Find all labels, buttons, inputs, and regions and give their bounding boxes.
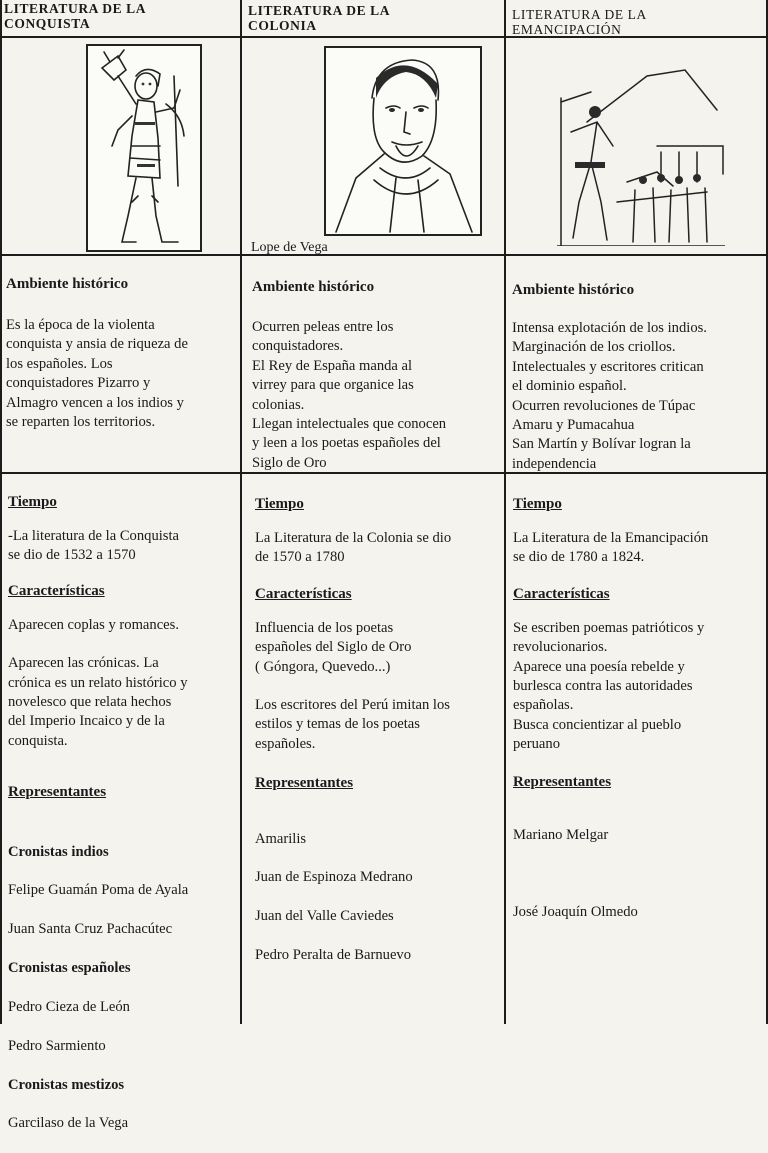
tiempo-title-emancipacion: Tiempo [513, 496, 562, 512]
tiempo-title-conquista: Tiempo [8, 494, 57, 510]
inca-warrior-drawing [88, 46, 200, 250]
column-divider-2 [504, 0, 506, 1024]
column-header-line: LITERATURA DE LA [248, 3, 391, 18]
caracteristicas-title-colonia: Características [255, 585, 352, 602]
battle-scene-drawing-icon [557, 62, 725, 246]
representantes-list-emancipacion [513, 807, 765, 942]
lope-de-vega-portrait [326, 48, 480, 234]
portrait-drawing-icon [324, 46, 482, 236]
ambiente-text-conquista: Es la época de la violenta conquista y ansia de riqueza de los españoles. Los conquistadores Pizarro y Almagro vencen a los indios y se reparten los territorios. [6, 317, 188, 431]
battle-scene-drawing [557, 62, 725, 246]
caracteristica-item: Aparecen coplas y romances. [8, 616, 179, 633]
representante-item: Mariano Melgar [513, 827, 609, 844]
representante-item: Amarilis [255, 830, 307, 847]
caracteristica-item: Se escriben poemas patrióticos y revolucionarios. Aparece una poesía rebelde y burlesca contra las autoridades españolas. Busca concientizar al pueblo peruano [513, 619, 705, 753]
ambiente-text-colonia: Ocurren peleas entre los conquistadores. El Rey de España manda al virrey para que organice las colonias. Llegan intelectuales que conocen y leen a los poetas españoles del Siglo de Oro [252, 319, 447, 471]
tiempo-title-colonia: Tiempo [255, 496, 304, 512]
representante-item: Garcilaso de la Vega [8, 1115, 129, 1132]
ambiente-title-colonia: Ambiente histórico [252, 279, 375, 295]
caracteristicas-title-conquista: Características [8, 582, 105, 599]
column-header-conquista [4, 1, 236, 31]
table-border-left [0, 0, 2, 1024]
list-spacer [513, 865, 765, 884]
representantes-list-conquista [8, 823, 238, 1153]
tiempo-text-emancipacion: La Literatura de la Emancipación se dio de 1780 a 1824. [513, 530, 709, 566]
representante-group: Cronistas indios [8, 843, 109, 860]
details-conquista [8, 493, 238, 1153]
representantes-list-colonia [255, 810, 503, 985]
column-divider-1 [240, 0, 242, 1024]
tiempo-text-colonia: La Literatura de la Colonia se dio de 1570 a 1780 [255, 530, 452, 566]
column-header-line: EMANCIPACIÓN [512, 22, 622, 37]
inca-warrior-drawing-icon [86, 44, 202, 252]
tiempo-text-conquista: -La literatura de la Conquista se dio de 1532 a 1570 [8, 528, 180, 564]
representante-group: Cronistas españoles [8, 960, 131, 977]
ambiente-title-emancipacion: Ambiente histórico [512, 282, 635, 298]
column-header-line: LITERATURA DE LA [4, 1, 147, 16]
column-header-line: CONQUISTA [4, 16, 91, 31]
column-header-colonia [248, 3, 498, 33]
representante-item: Juan de Espinoza Medrano [255, 869, 413, 886]
illustration-row-divider [0, 254, 768, 256]
representante-item: Felipe Guamán Poma de Ayala [8, 882, 189, 899]
column-header-line: COLONIA [248, 18, 317, 33]
portrait-caption: Lope de Vega [251, 240, 328, 255]
caracteristica-item: Los escritores del Perú imitan los estilos y temas de los poetas españoles. [255, 697, 450, 752]
representante-item: Juan Santa Cruz Pachacútec [8, 921, 173, 938]
ambiente-text-emancipacion: Intensa explotación de los indios. Marginación de los criollos. Intelectuales y escritores critican el dominio español. Ocurren revoluciones de Túpac Amaru y Pumacahua San Martín y Bolívar logran la independencia [512, 320, 707, 472]
caracteristica-item: Influencia de los poetas españoles del Siglo de Oro ( Góngora, Quevedo...) [255, 619, 412, 675]
details-emancipacion [513, 495, 765, 942]
column-header-line: LITERATURA DE LA [512, 7, 647, 22]
representantes-title-emancipacion: Representantes [513, 773, 612, 790]
column-header-emancipacion [512, 7, 762, 37]
representante-group: Cronistas mestizos [8, 1076, 125, 1093]
representante-item: José Joaquín Olmedo [513, 904, 638, 921]
representante-item: Pedro Sarmiento [8, 1037, 106, 1054]
representantes-title-colonia: Representantes [255, 775, 354, 792]
representante-item: Juan del Valle Caviedes [255, 908, 394, 925]
representante-item: Pedro Cieza de León [8, 998, 130, 1015]
ambiente-title-conquista: Ambiente histórico [6, 276, 129, 292]
representante-item: Pedro Peralta de Barnuevo [255, 947, 412, 964]
caracteristicas-title-emancipacion: Características [513, 585, 610, 602]
caracteristica-item: Aparecen las crónicas. La crónica es un relato histórico y novelesco que relata hechos del Imperio Incaico y de la conquista. [8, 655, 188, 749]
representantes-title-conquista: Representantes [8, 784, 107, 801]
details-colonia [255, 495, 503, 985]
